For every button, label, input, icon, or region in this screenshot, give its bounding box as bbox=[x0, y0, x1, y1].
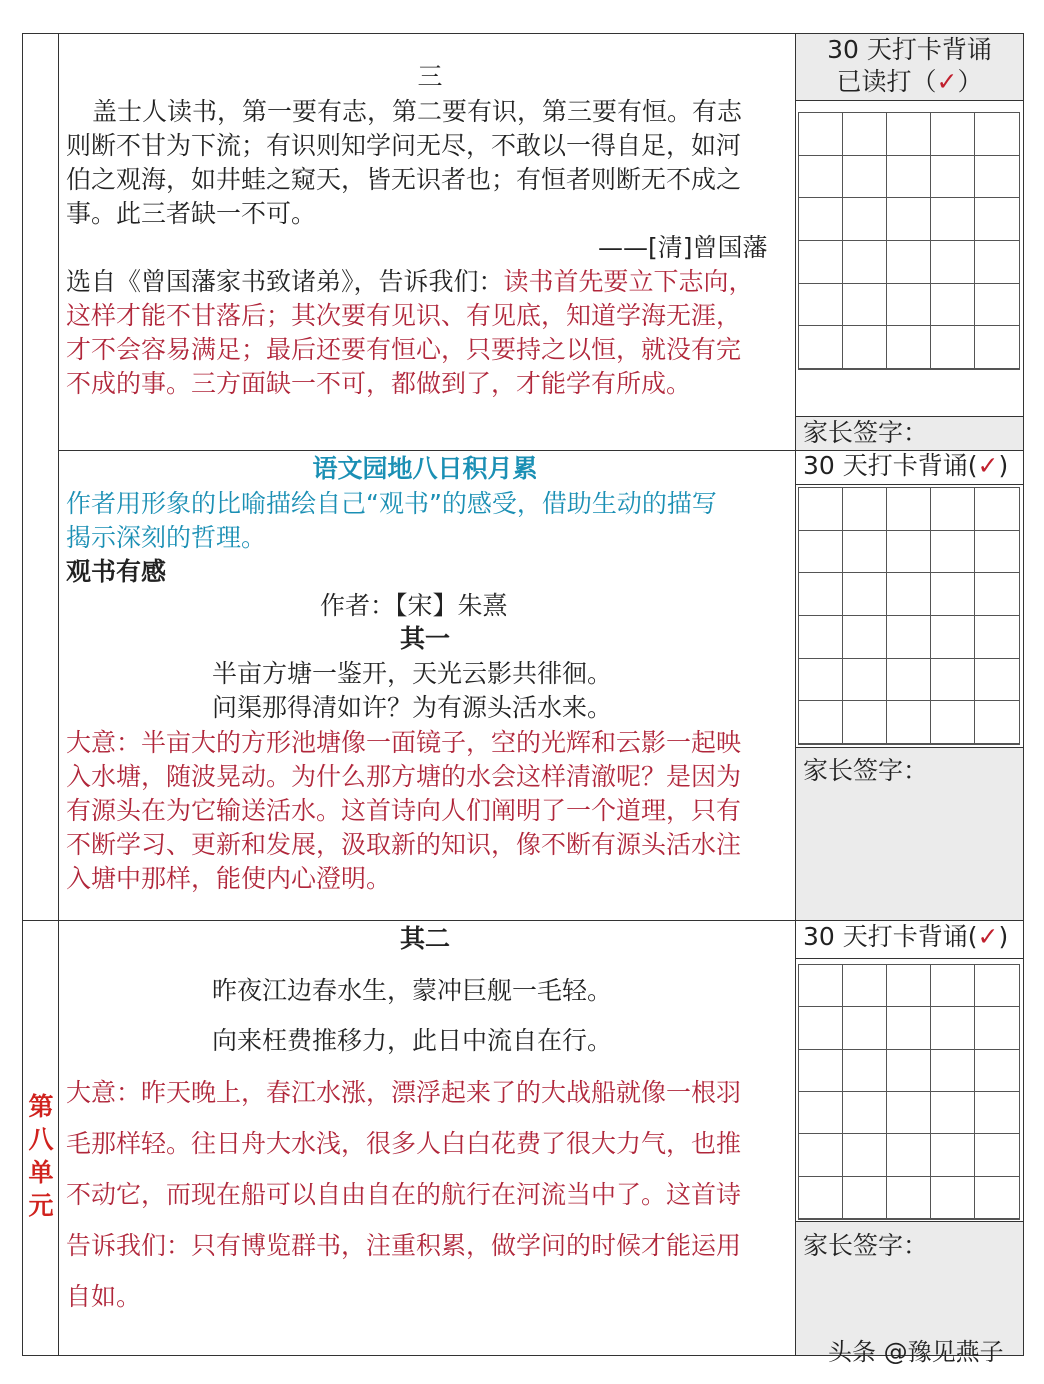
section2-intro-line: 作者用形象的比喻描绘自己“观书”的感受，借助生动的描写 bbox=[66, 489, 717, 518]
check-icon: ✓ bbox=[977, 922, 999, 951]
section1-number: 三 bbox=[417, 62, 443, 91]
section2-title: 语文园地八日积月累 bbox=[312, 454, 538, 483]
poem-line: 昨夜江边春水生，蒙冲巨舰一毛轻。 bbox=[212, 976, 613, 1005]
section1-author: ——[清]曾国藩 bbox=[598, 233, 768, 262]
checkin-title: 30 天打卡背诵 bbox=[827, 35, 992, 64]
parent-signature-label[interactable]: 家长签字： bbox=[803, 1231, 929, 1260]
check-icon: ✓ bbox=[936, 67, 958, 96]
section1-source bbox=[66, 265, 754, 299]
recitation-checkin-grid[interactable] bbox=[798, 112, 1020, 370]
poem-title: 观书有感 bbox=[66, 557, 167, 586]
section1-paragraph-line: 盖士人读书，第一要有志，第二要有识，第三要有恒。有志 bbox=[92, 97, 743, 126]
source-red: 读书首先要立下志向， bbox=[503, 267, 754, 296]
section3-meaning-line: 自如。 bbox=[66, 1282, 142, 1311]
checkin-title: 30 天打卡背诵(✓) bbox=[803, 922, 1009, 951]
source-prefix: 选自《曾国藩家书致诸弟》，告诉我们： bbox=[66, 267, 504, 296]
checkin-read-mark: 已读打（✓） bbox=[836, 67, 983, 96]
section3-meaning-line: 毛那样轻。往日舟大水浅，很多人白白花费了很大力气，也推 bbox=[66, 1129, 742, 1158]
section1-explanation-line: 这样才能不甘落后；其次要有见识、有见底，知道学海无涯， bbox=[66, 301, 742, 330]
section1-paragraph-line: 伯之观海，如井蛙之窥天，皆无识者也；有恒者则断无不成之 bbox=[66, 165, 742, 194]
section2-meaning-line: 不断学习、更新和发展，汲取新的知识，像不断有源头活水注 bbox=[66, 830, 742, 859]
section2-meaning-line: 大意：半亩大的方形池塘像一面镜子，空的光辉和云影一起映 bbox=[66, 728, 742, 757]
section2-meaning-line: 入水塘，随波晃动。为什么那方塘的水会这样清澈呢？是因为 bbox=[66, 762, 742, 791]
parent-signature-label[interactable]: 家长签字： bbox=[803, 418, 929, 447]
section2-meaning-line: 入塘中那样，能使内心澄明。 bbox=[66, 864, 392, 893]
check-icon: ✓ bbox=[977, 451, 999, 480]
parent-signature-label[interactable]: 家长签字： bbox=[803, 756, 929, 785]
watermark: 头条 @豫见燕子 bbox=[828, 1338, 1004, 1366]
poem-line: 问渠那得清如许？为有源头活水来。 bbox=[212, 693, 613, 722]
checkin-title: 30 天打卡背诵(✓) bbox=[803, 451, 1009, 480]
section3-meaning-line: 不动它，而现在船可以自由自在的航行在河流当中了。这首诗 bbox=[66, 1180, 742, 1209]
section1-paragraph-line: 事。此三者缺一不可。 bbox=[66, 199, 317, 228]
poem-line: 向来枉费推移力，此日中流自在行。 bbox=[212, 1026, 613, 1055]
section2-meaning-line: 有源头在为它输送活水。这首诗向人们阐明了一个道理，只有 bbox=[66, 796, 742, 825]
unit-label: 第八单元 bbox=[28, 1092, 54, 1220]
poem-part-title: 其二 bbox=[399, 924, 450, 953]
recitation-checkin-grid[interactable] bbox=[798, 964, 1020, 1220]
poem-part-title: 其一 bbox=[399, 624, 450, 653]
section1-explanation-line: 不成的事。三方面缺一不可，都做到了，才能学有所成。 bbox=[66, 369, 692, 398]
section2-intro-line: 揭示深刻的哲理。 bbox=[66, 523, 267, 552]
section3-meaning-line: 大意：昨天晚上，春江水涨，漂浮起来了的大战船就像一根羽 bbox=[66, 1078, 742, 1107]
section1-explanation-line: 才不会容易满足；最后还要有恒心，只要持之以恒，就没有完 bbox=[66, 335, 742, 364]
section1-paragraph-line: 则断不甘为下流；有识则知学问无尽，不敢以一得自足，如河 bbox=[66, 131, 742, 160]
recitation-checkin-grid[interactable] bbox=[798, 487, 1020, 745]
poem-author: 作者：【宋】朱熹 bbox=[320, 591, 508, 620]
section3-meaning-line: 告诉我们：只有博览群书，注重积累，做学问的时候才能运用 bbox=[66, 1231, 742, 1260]
poem-line: 半亩方塘一鉴开，天光云影共徘徊。 bbox=[212, 659, 613, 688]
